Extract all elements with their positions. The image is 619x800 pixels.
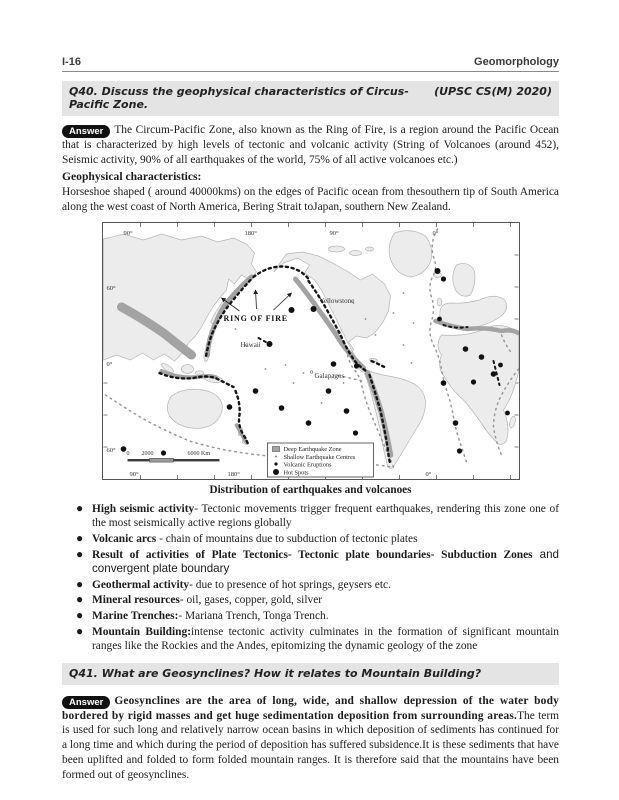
svg-text:60°: 60° <box>106 446 116 454</box>
map-legend <box>267 443 373 477</box>
hawaii-label: Hawaii <box>240 340 261 349</box>
page-header <box>62 56 559 72</box>
continents-layer <box>103 230 518 468</box>
subheading-geophysical: Geophysical characteristics: <box>62 170 202 184</box>
legend-swatch-volcanic <box>274 462 277 465</box>
answer-q41-paragraph <box>62 694 559 783</box>
legend-swatch-deep-zone <box>272 446 279 451</box>
bullet-icon: ● <box>76 576 84 591</box>
svg-text:0: 0 <box>126 450 129 457</box>
yellowstone-label: Yellowstone <box>319 296 354 305</box>
svg-text:2000: 2000 <box>141 450 153 457</box>
answer-q40-paragraph <box>62 123 559 167</box>
list-item: ● Geothermal activity- due to presence of hot springs, geysers etc. <box>76 576 391 591</box>
greenland <box>389 230 432 276</box>
madagascar <box>508 415 516 428</box>
question-bar-q40 <box>62 81 559 116</box>
legend-label: Volcanic Eruptions <box>283 461 331 469</box>
borneo <box>181 364 193 373</box>
answer-q41-bold: Geosynclines are the area of long, wide, and shallow depression of the water body bordered by rigid masses and get huge sedimentation deposition from surrounding areas. <box>62 694 559 722</box>
legend-swatch-hotspot <box>273 469 279 475</box>
svg-text:90°: 90° <box>129 470 139 478</box>
question-q40-text: Q40. Discuss the geophysical characteristics of Circus-Pacific Zone. <box>69 85 409 111</box>
svg-text:180°: 180° <box>227 470 240 478</box>
characteristics-list <box>62 502 559 654</box>
ring-of-fire-label: RING OF FIRE <box>223 313 288 323</box>
answer-badge: Answer <box>62 696 110 709</box>
arrow-icon <box>273 293 291 310</box>
map-scale-bar <box>126 451 219 462</box>
svg-text:0°: 0° <box>432 229 438 237</box>
world-map <box>103 223 519 479</box>
arrow-icon <box>255 290 256 309</box>
list-item: ● Result of activities of Plate Tectonics- Tectonic plate boundaries- Subduction Zones and convergent plate boundary <box>76 546 559 576</box>
svg-text:0°: 0° <box>106 360 112 368</box>
list-item: ● Volcanic arcs - chain of mountains due to subduction of tectonic plates <box>76 531 418 545</box>
scandinavia <box>452 263 474 296</box>
legend-swatch-shallow <box>275 455 277 457</box>
answer-q40-description: Horseshoe shaped ( around 40000kms) on the edges of Pacific ocean from thesouthern tip of South America along the west coast of North America, Bering Strait toJapan, southern New Zealand. <box>62 186 559 214</box>
svg-text:0°: 0° <box>425 470 431 478</box>
bullet-icon: ● <box>76 607 84 622</box>
svg-text:90°: 90° <box>123 229 133 237</box>
list-item: ● Mineral resources- oil, gases, copper, gold, silver <box>76 592 323 607</box>
svg-text:180°: 180° <box>244 229 257 237</box>
answer-q41-rest: The term is used for such long and relatively narrow ocean basins in which deposition of sediments has continued for a long time and which during the period of deposition has suffered subsidence.It is these sediments that have been uplifted and folded to form folded mountain ranges. It is therefore said that the mountains have been formed out of geosynclines. <box>62 709 559 781</box>
galapagos-label: Galapagos <box>314 371 344 380</box>
list-item: ● High seismic activity- Tectonic movements trigger frequent earthquakes, rendering this zone one of the most seismically active regions globally <box>76 500 559 530</box>
british-isles <box>437 298 442 306</box>
bullet-icon: ● <box>76 500 84 515</box>
legend-label: Shallow Earthquake Centres <box>283 453 355 461</box>
bullet-icon: ● <box>76 592 84 607</box>
legend-label: Hot Spots <box>283 469 309 477</box>
world-map-figure <box>102 222 520 480</box>
svg-text:60°: 60° <box>106 284 116 292</box>
arctic-island-3 <box>365 247 373 251</box>
bullet-icon: ● <box>76 531 84 545</box>
list-item: ● Mountain Building:intense tectonic activity culminates in the formation of significant mountain ranges like the Rockies and the Andes, epitomizing the dynamic geology of the zone <box>76 623 559 653</box>
question-bar-q41 <box>62 663 559 685</box>
svg-text:90°: 90° <box>329 229 339 237</box>
australia <box>167 389 222 428</box>
chapter-title: Geomorphology <box>474 56 559 68</box>
svg-text:6000 Km: 6000 Km <box>187 450 210 457</box>
arctic-island-2 <box>349 250 361 255</box>
africa <box>438 325 519 444</box>
answer-q40-intro: The Circum-Pacific Zone, also known as the Ring of Fire, is a region around the Pacific Ocean that is characterized by high levels of tectonic and volcanic activity (String of Volcanoes (around 452), Seismic activity, 90% of all earthquakes of the world, 75% of all active volcanoes etc.) <box>62 124 559 166</box>
map-caption: Distribution of earthquakes and volcanoes <box>209 483 412 496</box>
arctic-island-1 <box>328 246 344 252</box>
legend-label: Deep Earthquake Zone <box>283 445 342 453</box>
question-q40-source: (UPSC CS(M) 2020) <box>434 85 552 98</box>
answer-badge: Answer <box>62 125 110 138</box>
bullet-icon: ● <box>76 623 84 638</box>
question-q41-text: Q41. What are Geosynclines? How it relates to Mountain Building? <box>69 666 482 680</box>
bullet-icon: ● <box>76 546 84 561</box>
page-number: I-16 <box>62 56 81 68</box>
galapagos-marker <box>310 371 312 373</box>
list-item: ● Marine Trenches:- Mariana Trench, Tonga Trench. <box>76 607 329 622</box>
